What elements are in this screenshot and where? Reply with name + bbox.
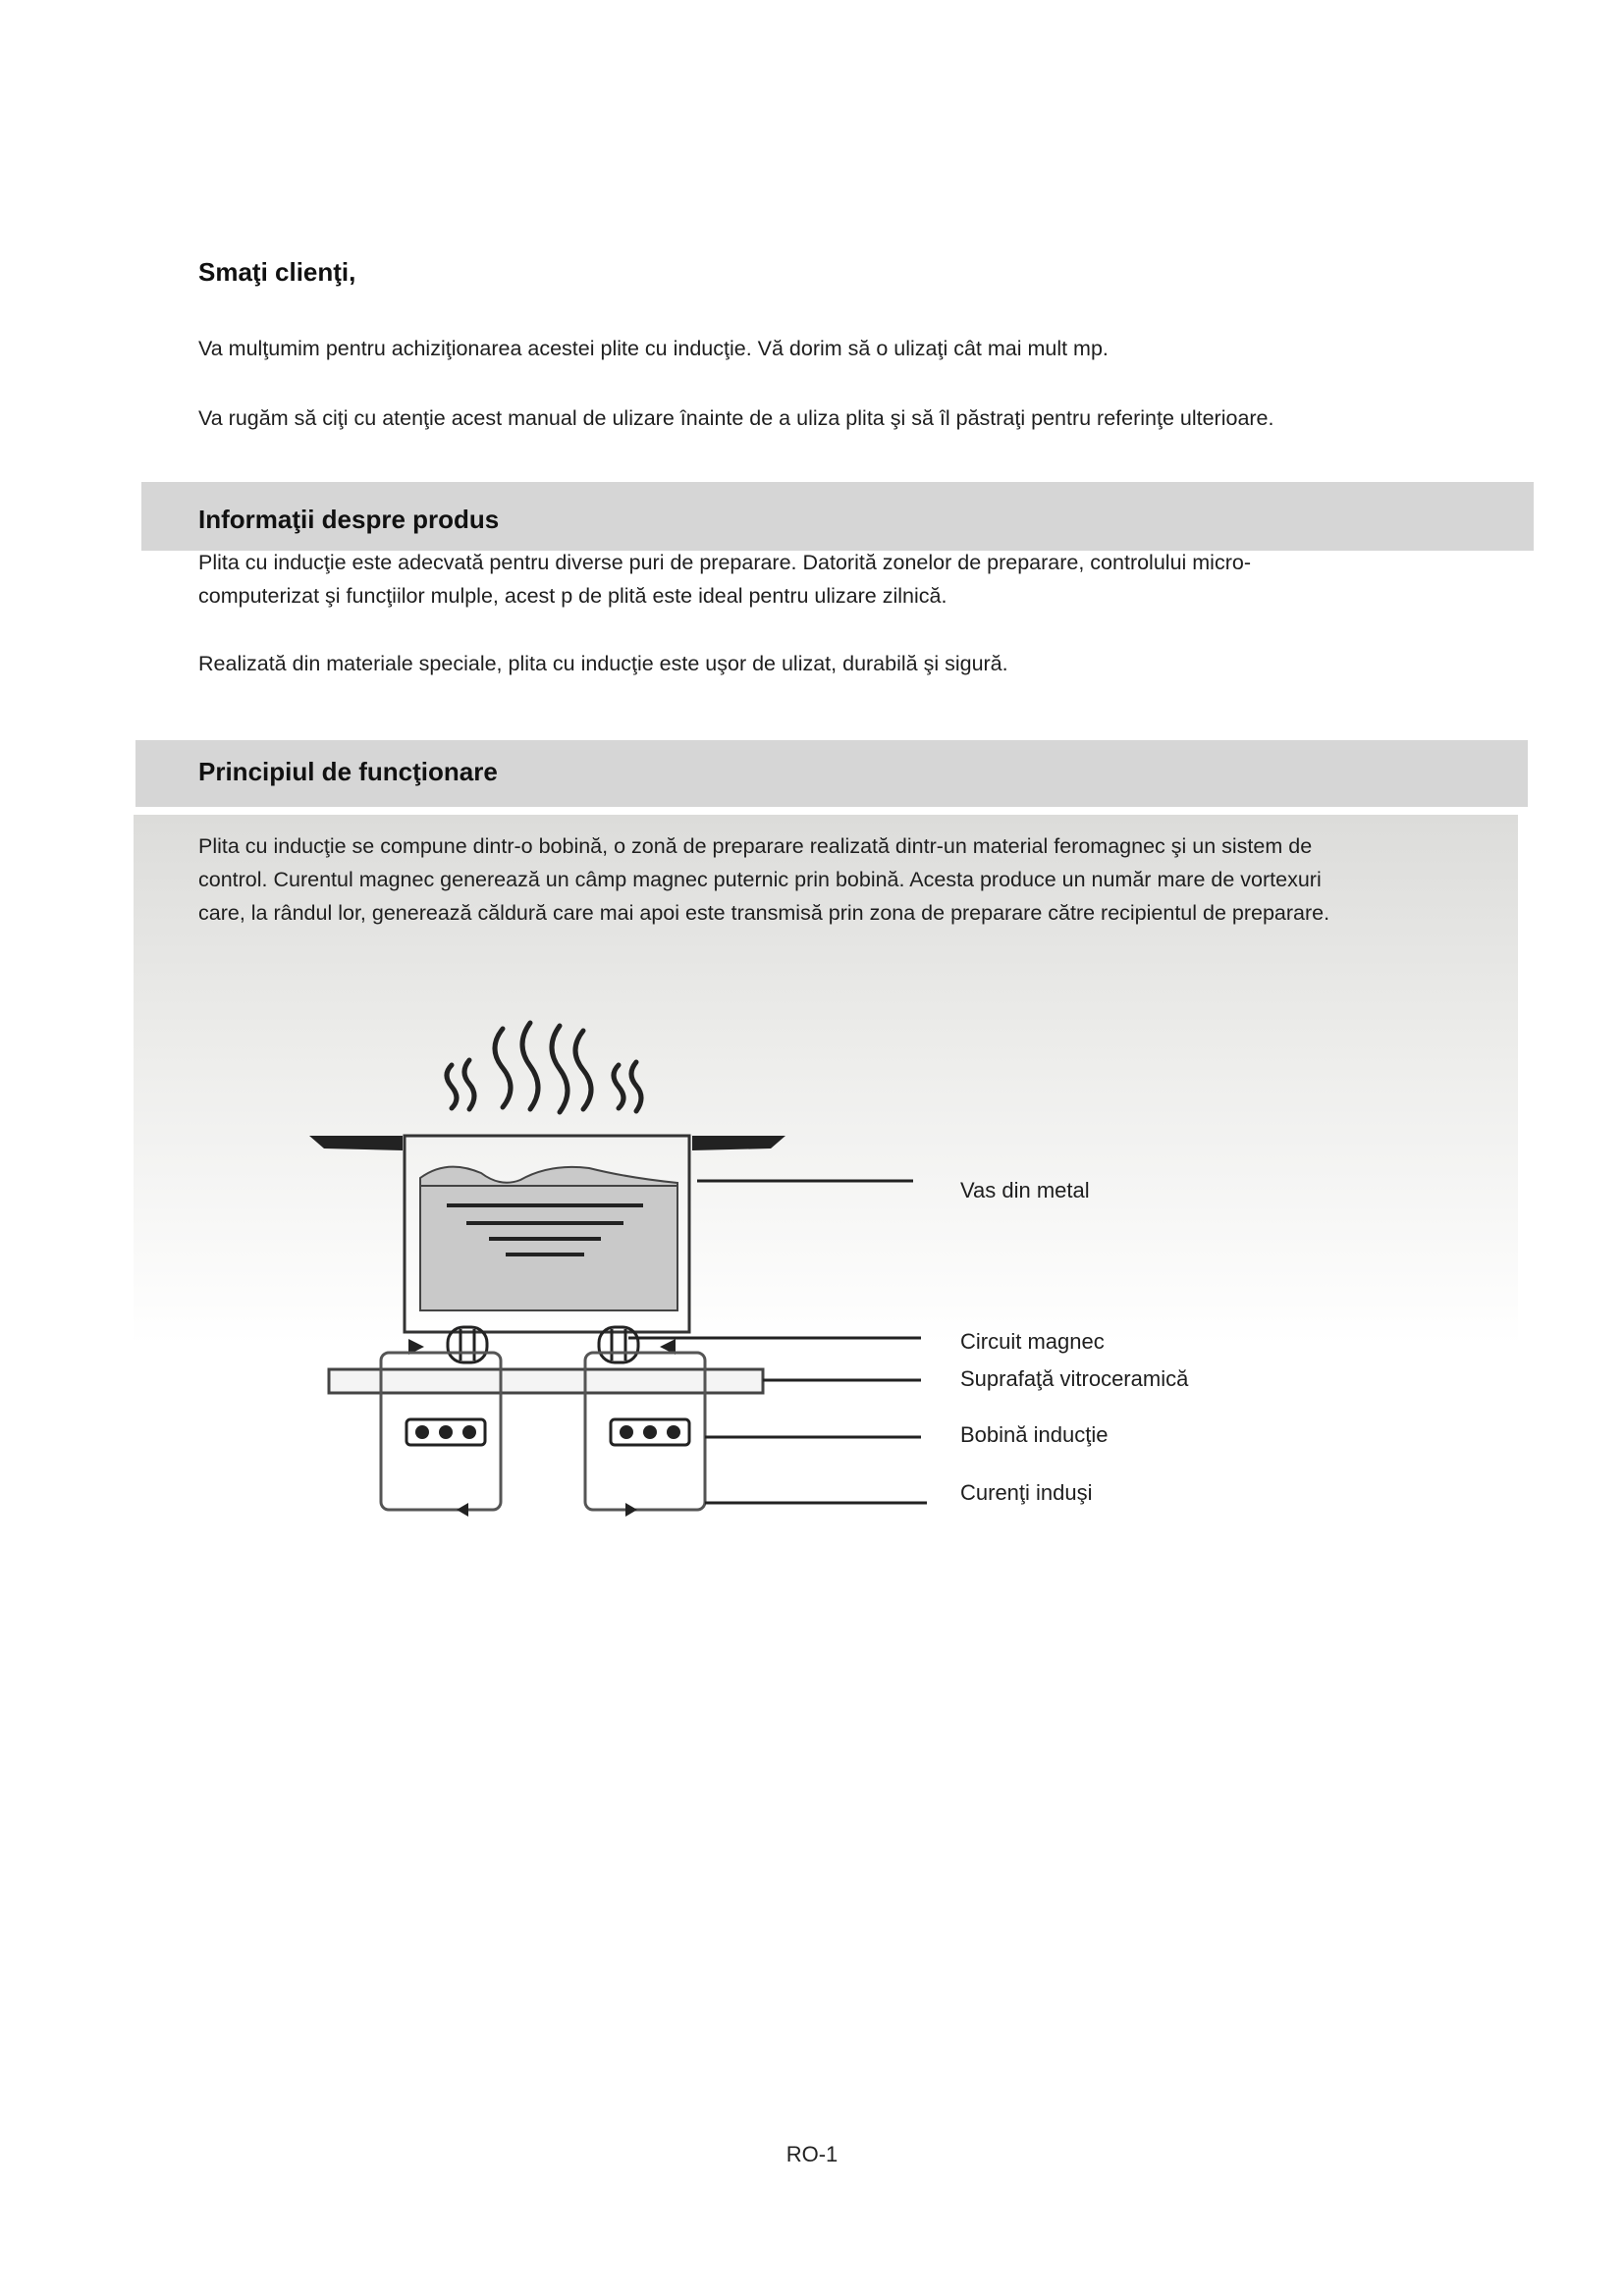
steam-waves-icon bbox=[447, 1023, 641, 1112]
label-induced-currents: Curenţi induşi bbox=[960, 1480, 1093, 1505]
label-glass-surface: Suprafaţă vitroceramică bbox=[960, 1366, 1189, 1391]
page-number: RO-1 bbox=[785, 2142, 839, 2166]
label-induction-coil: Bobină inducţie bbox=[960, 1422, 1109, 1447]
product-info-line-1: Plita cu inducţie este adecvată pentru diverse puri de preparare. Datorită zonelor de preparare, controlului micro- bbox=[198, 551, 1251, 574]
coil-dots-icon bbox=[415, 1425, 680, 1439]
greeting-title: Smaţi clienţi, bbox=[198, 257, 356, 287]
principle-line-3: care, la rândul lor, generează căldură care mai apoi este transmisă prin zona de preparare către recipientul de preparare. bbox=[198, 901, 1330, 925]
pot-icon bbox=[309, 1136, 785, 1332]
label-magnetic-circuit: Circuit magnec bbox=[960, 1329, 1105, 1354]
glass-surface-plate bbox=[329, 1369, 763, 1393]
product-info-heading: Informaţii despre produs bbox=[198, 505, 500, 534]
product-info-line-2: computerizat şi funcţiilor mulple, acest p de plită este ideal pentru ulizare zilnică. bbox=[198, 584, 947, 608]
principle-line-1: Plita cu inducţie se compune dintr-o bobină, o zonă de preparare realizată dintr-un material feromagnec şi un sistem de bbox=[198, 834, 1313, 858]
principle-line-2: control. Curentul magnec generează un câmp magnec puternic prin bobină. Acesta produce un număr mare de vortexuri bbox=[198, 868, 1322, 891]
principle-heading: Principiul de funcţionare bbox=[198, 757, 498, 786]
product-info-line-3: Realizată din materiale speciale, plita cu inducţie este uşor de ulizat, durabilă şi sigură. bbox=[198, 652, 1008, 675]
thanks-paragraph: Va mulţumim pentru achiziţionarea acestei plite cu inducţie. Vă dorim să o ulizaţi cât mai mult mp. bbox=[198, 337, 1109, 360]
read-manual-paragraph: Va rugăm să ciţi cu atenţie acest manual de ulizare înainte de a uliza plita şi să îl păstraţi pentru referinţe ulterioare. bbox=[198, 406, 1274, 430]
label-pot: Vas din metal bbox=[960, 1178, 1090, 1202]
